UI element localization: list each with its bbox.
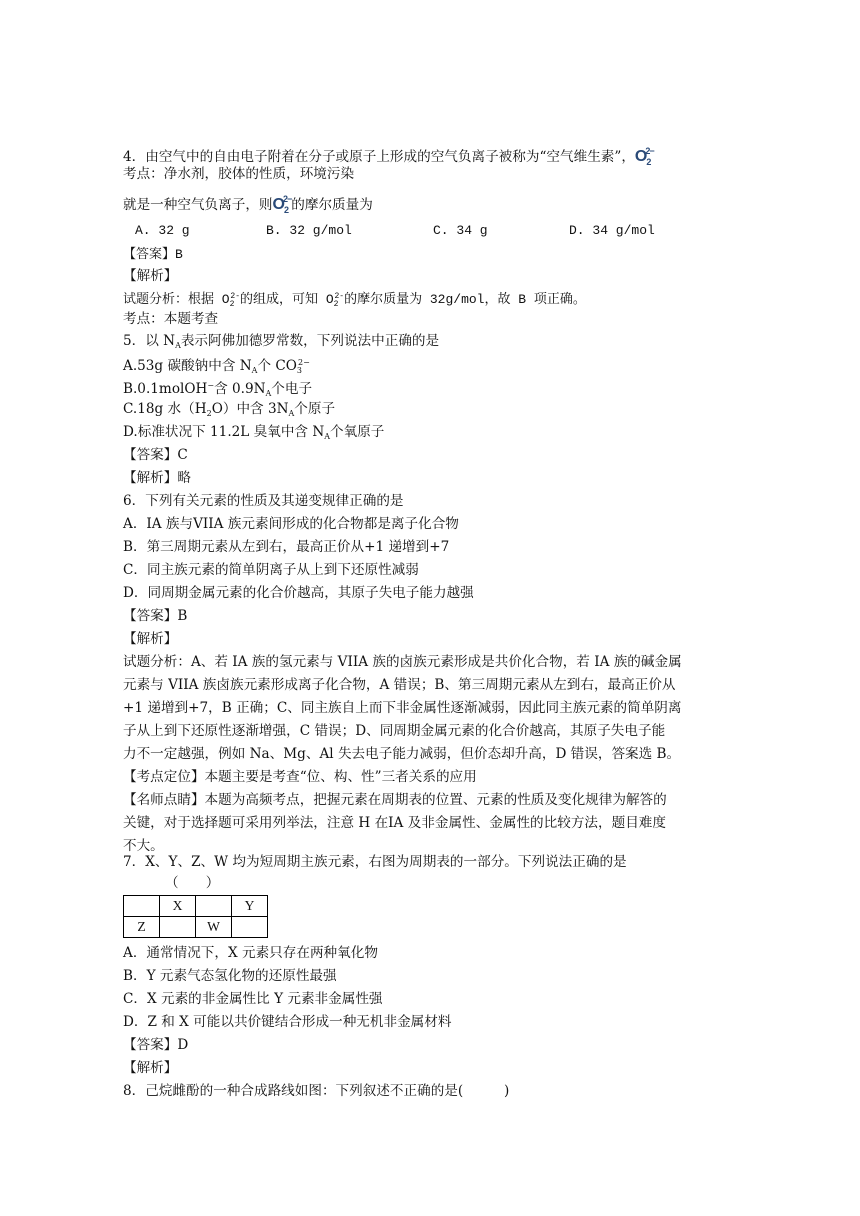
q7-option-b: B．Y 元素气态氢化物的还原性最强 [123,968,337,984]
q6-mingshi-2: 关键，对于选择题可采用列举法，注意 H 在ⅠA 及非金属性、金属性的比较方法，题目难度 [123,815,666,831]
q7-stem: 7．X、Y、Z、W 均为短周期主族元素，右图为周期表的一部分。下列说法正确的是 [123,854,627,870]
q5-analysis: 【解析】略 [123,470,191,486]
table-cell [232,917,268,938]
q4-option-d: D. 34 g/mol [569,223,655,238]
q4-stem-line1: 4．由空气中的自由电子附着在分子或原子上形成的空气负离子被称为“空气维生素”，$O_2^{2-}$ [123,141,654,172]
q4-option-a: A. 32 g [135,223,190,238]
table-cell [196,896,232,917]
q6-analysis-label: 【解析】 [123,631,178,647]
table-row [124,917,268,938]
q6-option-b: B．第三周期元素从左到右，最高正价从+1 递增到+7 [123,539,450,555]
q4-analysis-label: 【解析】 [123,268,178,284]
q5-option-a: A.53g 碳酸钠中含 $N_A$个 $CO_3^{2-}$ [123,358,310,375]
q4-analysis-text: 试题分析：根据 $O_2^{2-}$的组成，可知 $O_2^{2-}$的摩尔质量为 32g/mol，故 B 项正确。 [123,292,586,309]
q4-stem-line2: 就是一种空气负离子，则$O_2^{2-}$的摩尔质量为 [123,189,373,220]
kaodian-line: 考点：净水剂，胶体的性质，环境污染 [123,166,355,182]
q6-option-c: C．同主族元素的简单阴离子从上到下还原性减弱 [123,562,419,578]
q5-answer: 【答案】C [123,447,188,463]
q7-option-a: A．通常情况下，X 元素只存在两种氧化物 [123,945,378,961]
table-cell: Y [232,896,268,917]
q6-option-d: D．同周期金属元素的化合价越高，其原子失电子能力越强 [123,585,474,601]
q8-stem: 8．己烷雌酚的一种合成路线如图：下列叙述不正确的是( ) [123,1083,510,1099]
peroxide-ion-formula-2: $O_2^{2-}$ [272,194,292,215]
q7-answer: 【答案】D [123,1037,189,1053]
q6-analysis-text-1: 试题分析：A、若 IA 族的氢元素与 VIIA 族的卤族元素形成是共价化合物，若 IA 族的碱金属 [123,654,682,670]
q7-option-c: C．X 元素的非金属性比 Y 元素非金属性强 [123,991,383,1007]
table-cell [160,917,196,938]
table-row [124,896,268,917]
table-cell: Z [124,917,160,938]
q5-stem: 5．以 $N_A$表示阿佛加德罗常数，下列说法中正确的是 [123,333,440,350]
q5-option-b: B.0.1molOH−含 $0.9N_A$个电子 [123,381,313,398]
q6-mingshi-3: 不大。 [123,838,164,854]
periodic-table-fragment [123,895,268,938]
q6-analysis-text-3: +1 递增到+7，B 正确；C、同主族自上而下非金属性逐渐减弱，因此同主族元素的简单阴离 [123,700,682,716]
q7-analysis-label: 【解析】 [123,1060,178,1076]
q4-answer: 【答案】B [123,247,183,262]
q6-mingshi-1: 【名师点睛】本题为高频考点，把握元素在周期表的位置、元素的性质及变化规律为解答的 [123,792,667,808]
q7-paren: （ ） [165,875,220,891]
q4-option-b: B. 32 g/mol [266,223,352,238]
q5-option-c: C.18g 水$(H_2O)$中含 $3N_A$个原子 [123,401,336,418]
q6-kaodian-dingwei: 【考点定位】本题主要是考查“位、构、性”三者关系的应用 [123,769,477,785]
q6-answer: 【答案】B [123,608,188,624]
table-cell [124,896,160,917]
q6-analysis-text-4: 子从上到下还原性逐渐增强，C 错误；D、同周期金属元素的化合价越高，其原子失电子能 [123,723,666,739]
table-cell: X [160,896,196,917]
q4-option-c: C. 34 g [433,223,488,238]
peroxide-ion-formula: $O_2^{2-}$ [634,146,654,167]
table-cell: W [196,917,232,938]
q5-option-d: D.标准状况下 11.2L 臭氧中含 $N_A$个氧原子 [123,424,385,441]
q4-kaodian: 考点：本题考查 [123,311,219,327]
q6-stem: 6．下列有关元素的性质及其递变规律正确的是 [123,493,404,509]
q6-option-a: A．IA 族与VIIA 族元素间形成的化合物都是离子化合物 [123,516,459,532]
q6-analysis-text-2: 元素与 VIIA 族卤族元素形成离子化合物，A 错误；B、第三周期元素从左到右，最高正价从 [123,677,676,693]
q7-option-d: D．Z 和 X 可能以共价键结合形成一种无机非金属材料 [123,1014,452,1030]
q6-analysis-text-5: 力不一定越强，例如 Na、Mg、Al 失去电子能力减弱，但价态却升高，D 错误，答案选 B。 [123,746,681,762]
